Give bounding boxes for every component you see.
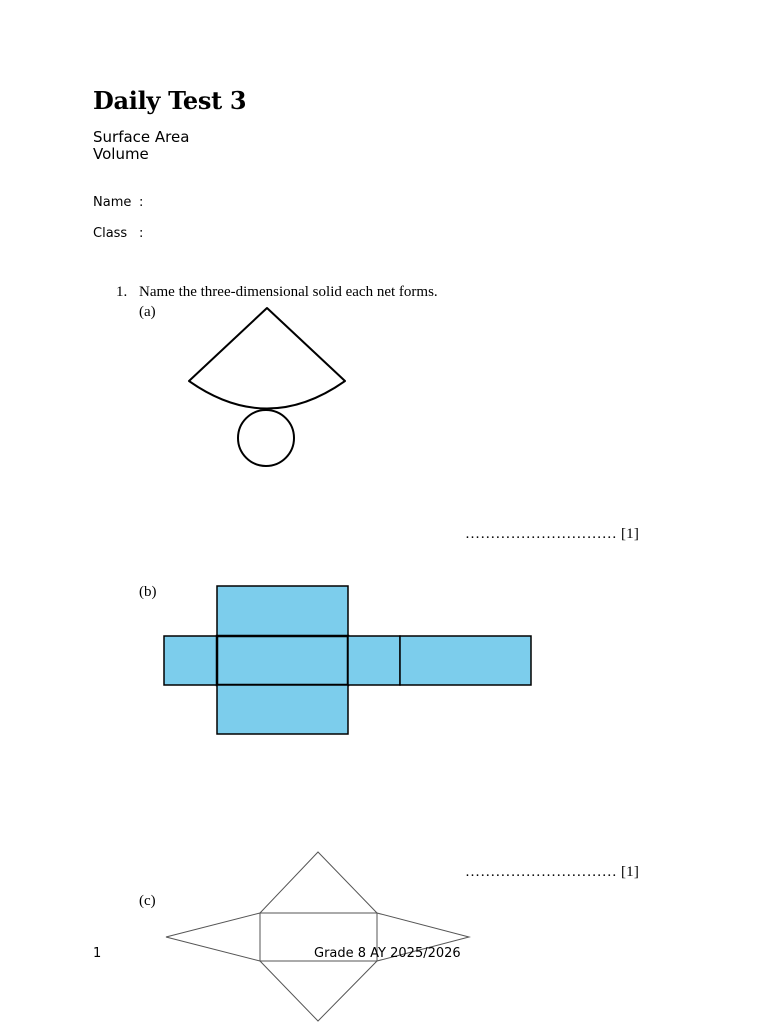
page-number: 1 [93,946,102,961]
part-b-marks: [1] [620,864,640,880]
question-text: Name the three-dimensional solid each net forms. [139,284,438,300]
class-colon: : [139,226,144,241]
cuboid-face-front [217,636,348,685]
cuboid-face-bottom [217,685,348,734]
question-number: 1. [116,284,128,300]
part-b-dots[interactable]: ………………………… [465,864,617,880]
part-a-answer-line[interactable] [465,526,639,543]
part-b-label: (b) [139,584,157,600]
cuboid-face-right [348,636,400,685]
part-a-dots[interactable]: ………………………… [465,526,617,542]
cuboid-face-back [400,636,531,685]
part-a-marks: [1] [620,526,640,542]
cone-sector-shape [189,308,345,409]
part-c-label: (c) [139,893,156,909]
part-a-label: (a) [139,304,156,320]
name-label: Name [93,195,132,210]
cone-base-circle [238,410,294,466]
name-colon: : [139,195,144,210]
part-b-answer-line[interactable] [465,864,639,881]
pyramid-triangle-bottom [260,961,377,1021]
class-label: Class [93,226,128,241]
page-title: Daily Test 3 [93,86,247,115]
topic-volume: Volume [93,145,149,163]
pyramid-triangle-top [260,852,377,913]
topic-surface-area: Surface Area [93,128,190,146]
footer-course: Grade 8 AY 2025/2026 [314,946,461,961]
cuboid-face-left [164,636,217,685]
cuboid-face-top [217,586,348,636]
pyramid-triangle-left [166,913,260,961]
